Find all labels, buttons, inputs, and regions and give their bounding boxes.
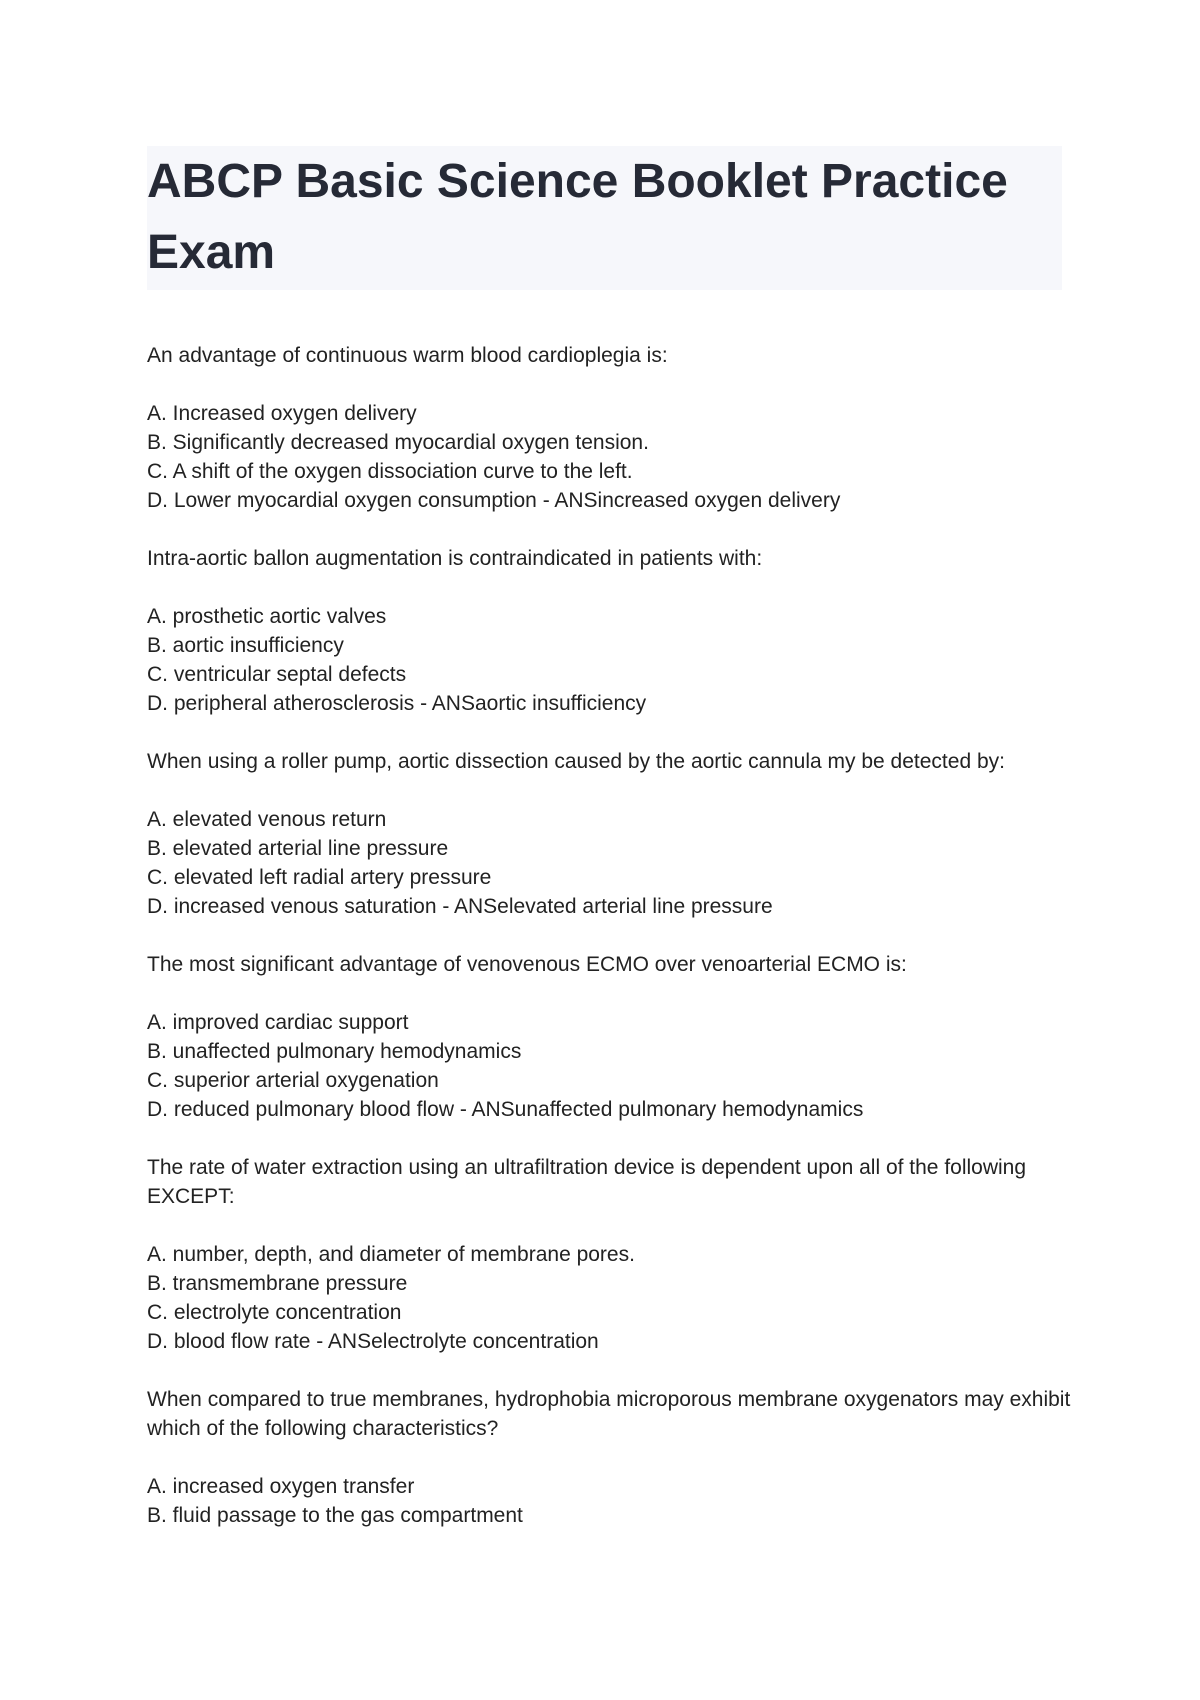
answer-option: A. elevated venous return (147, 808, 387, 831)
title-box (147, 146, 1062, 290)
answer-option: C. elevated left radial artery pressure (147, 866, 492, 889)
answer-option: D. Lower myocardial oxygen consumption - ANSincreased oxygen delivery (147, 489, 841, 512)
answer-options (147, 602, 1072, 718)
question-text: The rate of water extraction using an ultrafiltration device is dependent upon all of the following EXCEPT: (147, 1156, 1027, 1208)
answer-option: B. Significantly decreased myocardial oxygen tension. (147, 431, 649, 454)
answer-options (147, 399, 1072, 515)
question-text: The most significant advantage of venovenous ECMO over venoarterial ECMO is: (147, 953, 907, 976)
question-block (147, 544, 1072, 718)
answer-option: A. improved cardiac support (147, 1011, 409, 1034)
answer-options (147, 1472, 1072, 1530)
answer-option: A. number, depth, and diameter of membrane pores. (147, 1243, 635, 1266)
answer-option: C. ventricular septal defects (147, 663, 407, 686)
answer-option: B. aortic insufficiency (147, 634, 344, 657)
answer-option: D. increased venous saturation - ANSelevated arterial line pressure (147, 895, 773, 918)
answer-option: D. blood flow rate - ANSelectrolyte concentration (147, 1330, 599, 1353)
answer-option: A. increased oxygen transfer (147, 1475, 415, 1498)
question-block (147, 1153, 1072, 1356)
answer-option: B. transmembrane pressure (147, 1272, 408, 1295)
answer-option: A. Increased oxygen delivery (147, 402, 417, 425)
answer-option: D. reduced pulmonary blood flow - ANSunaffected pulmonary hemodynamics (147, 1098, 864, 1121)
answer-options (147, 1240, 1072, 1356)
answer-option: C. superior arterial oxygenation (147, 1069, 439, 1092)
answer-options (147, 1008, 1072, 1124)
answer-option: D. peripheral atherosclerosis - ANSaortic insufficiency (147, 692, 647, 715)
answer-option: B. elevated arterial line pressure (147, 837, 449, 860)
question-block (147, 341, 1072, 515)
question-text: When compared to true membranes, hydrophobia microporous membrane oxygenators may exhibit which of the following characteristics? (147, 1388, 1071, 1440)
question-text: Intra-aortic ballon augmentation is contraindicated in patients with: (147, 547, 763, 570)
question-block (147, 747, 1072, 921)
question-text: When using a roller pump, aortic dissection caused by the aortic cannula my be detected by: (147, 750, 1005, 773)
page-title: ABCP Basic Science Booklet Practice Exam (147, 155, 1008, 279)
document-content (147, 341, 1072, 1559)
answer-option: B. unaffected pulmonary hemodynamics (147, 1040, 522, 1063)
answer-option: C. A shift of the oxygen dissociation curve to the left. (147, 460, 633, 483)
question-block (147, 1385, 1072, 1530)
question-block (147, 950, 1072, 1124)
question-text: An advantage of continuous warm blood cardioplegia is: (147, 344, 668, 367)
answer-option: C. electrolyte concentration (147, 1301, 402, 1324)
answer-option: A. prosthetic aortic valves (147, 605, 387, 628)
answer-option: B. fluid passage to the gas compartment (147, 1504, 523, 1527)
answer-options (147, 805, 1072, 921)
